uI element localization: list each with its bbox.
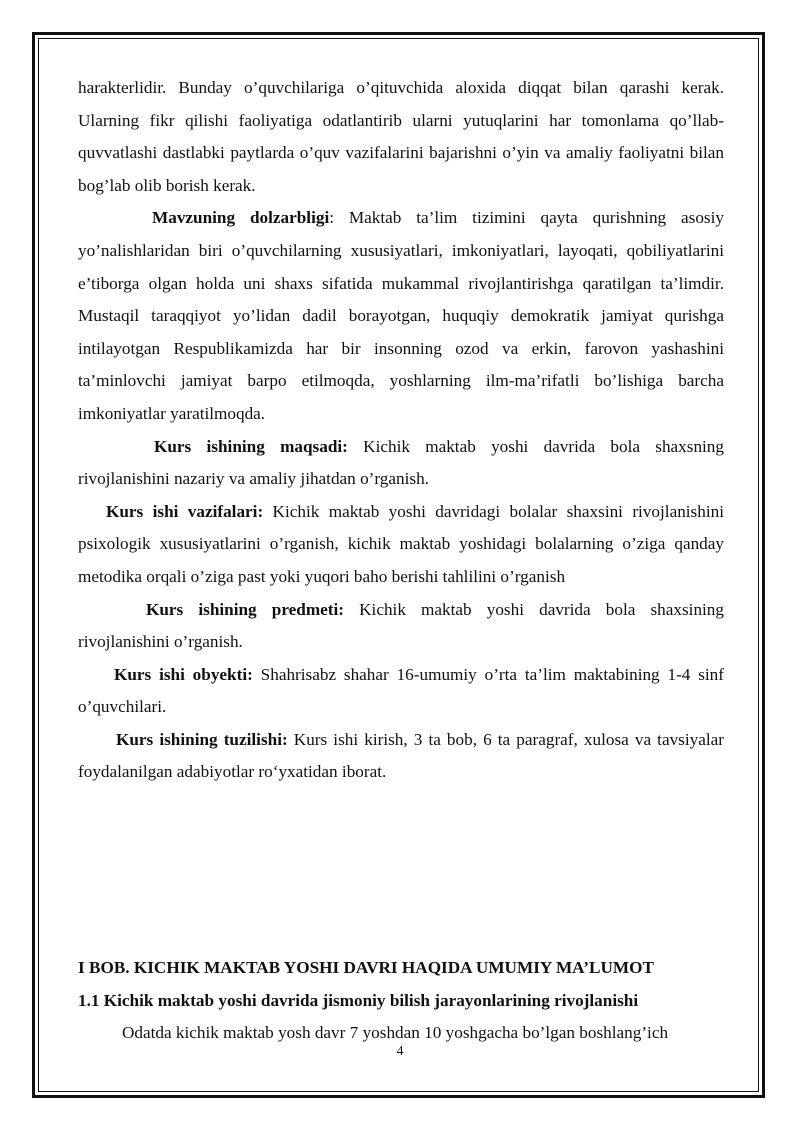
subject-text: Kichik maktab yoshi davrida bola shaxsining rivojlanishini o’rganish. (78, 599, 724, 652)
object-label: Kurs ishi obyekti: (114, 664, 253, 684)
tasks-label: Kurs ishi vazifalari: (106, 501, 264, 521)
chapter-heading: I BOB. KICHIK MAKTAB YOSHI DAVRI HAQIDA UMUMIY MA’LUMOT (78, 958, 654, 978)
subject-label: Kurs ishining predmeti: (146, 599, 345, 619)
paragraph-goal (78, 431, 724, 496)
paragraph-relevance (78, 202, 724, 430)
relevance-text: : Maktab ta’lim tizimini qayta qurishning asosiy yo’nalishlaridan biri o’quvchilarning xususiyatlari, imkoniyatlari, layoqati, qobiliyatlarini e’tiborga olgan holda uni shaxs sifatida mukammal rivojlantirishga qaratilgan ta’limdir. Mustaqil taraqqiyot yo’lidan dadil borayotgan, huquqiy demokratik jamiyat qurishga intilayotgan Respublikamizda har bir insonning ozod va erkin, farovon yashashini ta’minlovchi jamiyat barpo etilmoqda, yoshlarning ilm-ma’rifatli bo’lishiga barcha imkoniyatlar yaratilmoqda. (78, 208, 724, 423)
document-body (78, 72, 724, 1050)
paragraph-object (78, 659, 724, 724)
page-number: 4 (396, 1044, 404, 1059)
paragraph-tasks (78, 496, 724, 594)
tasks-text: Kichik maktab yoshi davridagi bolalar shaxsini rivojlanishini psixologik xususiyatlarini o’rganish, kichik maktab yoshidagi bolalarning o’ziga qanday metodika orqali o’ziga past yoki yuqori baho berishi tahlilini o’rganish (78, 501, 724, 586)
blank-space (78, 789, 724, 952)
paragraph-intro: harakterlidir. Bunday o’quvchilariga o’qituvchida aloxida diqqat bilan qarashi kerak. Ularning fikr qilishi faoliyatiga odatlantirib ularni yutuqlarini har tomonlama qo’llab-quvvatlashi dastlabki paytlarda o’quv vazifalarini bajarishni o’yin va amaliy faoliyatni bilan bog’lab olib borish kerak. (78, 78, 724, 195)
goal-label: Kurs ishining maqsadi: (154, 436, 348, 456)
relevance-label: Mavzuning dolzarbligi (152, 208, 330, 228)
structure-text: Kurs ishi kirish, 3 ta bob, 6 ta paragraf, xulosa va tavsiyalar foydalanilgan adabiyotlar ro‘yxatidan iborat. (78, 729, 724, 782)
paragraph-chapter-start: Odatda kichik maktab yosh davr 7 yoshdan 10 yoshgacha bo’lgan boshlang’ich (122, 1023, 669, 1043)
goal-text: Kichik maktab yoshi davrida bola shaxsning rivojlanishini nazariy va amaliy jihatdan o’rganish. (78, 436, 724, 489)
object-text: Shahrisabz shahar 16-umumiy o’rta ta’lim maktabining 1-4 sinf o’quvchilari. (78, 664, 724, 717)
structure-label: Kurs ishining tuzilishi: (116, 729, 288, 749)
section-heading: 1.1 Kichik maktab yoshi davrida jismoniy bilish jarayonlarining rivojlanishi (78, 990, 639, 1010)
paragraph-structure (78, 724, 724, 789)
paragraph-subject (78, 594, 724, 659)
